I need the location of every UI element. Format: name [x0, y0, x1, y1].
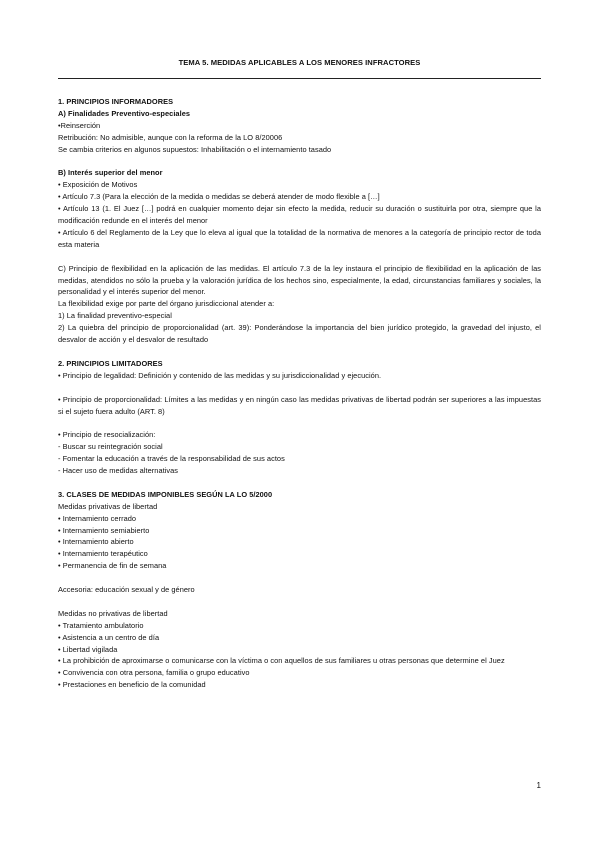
document-body [58, 96, 541, 691]
principle-legalidad: • Principio de legalidad: Definición y contenido de las medidas y su jurisdiccionalidad y ejecución. [58, 370, 382, 380]
section-3-heading: 3. CLASES DE MEDIDAS IMPONIBLES SEGÚN LA LO 5/2000 [58, 489, 273, 499]
section-1-heading: 1. PRINCIPIOS INFORMADORES [58, 97, 174, 106]
section-1a-line: •Reinserción [58, 120, 101, 130]
no-privativa-item: • Asistencia a un centro de día [58, 632, 160, 642]
privativa-item: • Permanencia de fin de semana [58, 561, 167, 571]
section-1c-line: 1) La finalidad preventivo-especial [58, 311, 172, 321]
section-1b-line: • Exposición de Motivos [58, 180, 138, 190]
section-1a-line: Se cambia criterios en algunos supuestos: Inhabilitación o el internamiento tasado [58, 144, 332, 154]
section-1b-heading: B) Interés superior del menor [58, 168, 163, 178]
section-1a-heading: A) Finalidades Preventivo-especiales [58, 108, 191, 118]
page-number: 1 [536, 781, 541, 790]
no-privativa-item: • Tratamiento ambulatorio [58, 620, 144, 630]
document-title: TEMA 5. MEDIDAS APLICABLES A LOS MENORES INFRACTORES [178, 58, 421, 67]
resocializacion-item: - Buscar su reintegración social [58, 442, 163, 452]
no-privativa-item: • Convivencia con otra persona, familia o grupo educativo [58, 668, 250, 678]
no-privativa-item: • La prohibición de aproximarse o comunicarse con la víctima o con aquellos de sus familiares u otras personas que determine el Juez [58, 656, 505, 666]
no-privativa-item: • Prestaciones en beneficio de la comunidad [58, 680, 206, 690]
section-1b-line: • Artículo 6 del Reglamento de la Ley que lo eleva al igual que la totalidad de la normativa de menores a la categoría de principio rector de toda esta materia [58, 227, 541, 249]
section-1c-paragraph: C) Principio de flexibilidad en la aplicación de las medidas. El artículo 7.3 de la ley instaura el principio de flexibilidad en la aplicación de las medidas, atendidos no sólo la prueba y la valoración jurídica de los hechos sino, especialmente, la edad, circunstancias familiares y sociales, la personalidad y el interés superior del menor. [58, 263, 541, 297]
principle-proporcionalidad: • Principio de proporcionalidad: Límites a las medidas y en ningún caso las medidas privativas de libertad podrán ser superiores a las impuestas si el sujeto fuera adulto (ART. 8) [58, 394, 541, 416]
accesoria-line: Accesoria: educación sexual y de género [58, 585, 195, 595]
resocializacion-item: - Hacer uso de medidas alternativas [58, 466, 179, 476]
resocializacion-item: - Fomentar la educación a través de la responsabilidad de sus actos [58, 454, 285, 464]
no-privativas-heading: Medidas no privativas de libertad [58, 608, 168, 618]
section-1c-line: 2) La quiebra del principio de proporcionalidad (art. 39): Ponderándose la importancia del bien jurídico protegido, la gravedad del injusto, el desvalor de acción y el desvalor de resultado [58, 323, 541, 345]
section-1c-line: La flexibilidad exige por parte del órgano jurisdiccional atender a: [58, 299, 275, 309]
section-1a-line: Retribución: No admisible, aunque con la reforma de la LO 8/20006 [58, 132, 283, 142]
privativas-heading: Medidas privativas de libertad [58, 501, 158, 511]
section-1b-line: • Artículo 7.3 (Para la elección de la medida o medidas se deberá atender de modo flexible a […] [58, 192, 380, 202]
no-privativa-item: • Libertad vigilada [58, 644, 118, 654]
privativa-item: • Internamiento cerrado [58, 513, 137, 523]
section-1b-line: • Artículo 13 (1. El Juez […] podrá en cualquier momento dejar sin efecto la medida, reducir su duración o sustituirla por otra, siempre que la modificación redunde en el interés del menor [58, 204, 541, 226]
privativa-item: • Internamiento abierto [58, 537, 134, 547]
section-2-heading: 2. PRINCIPIOS LIMITADORES [58, 358, 163, 368]
principle-resocializacion-heading: • Principio de resocialización: [58, 430, 156, 440]
privativa-item: • Internamiento terapéutico [58, 549, 148, 559]
privativa-item: • Internamiento semiabierto [58, 525, 150, 535]
title-divider [58, 78, 541, 79]
